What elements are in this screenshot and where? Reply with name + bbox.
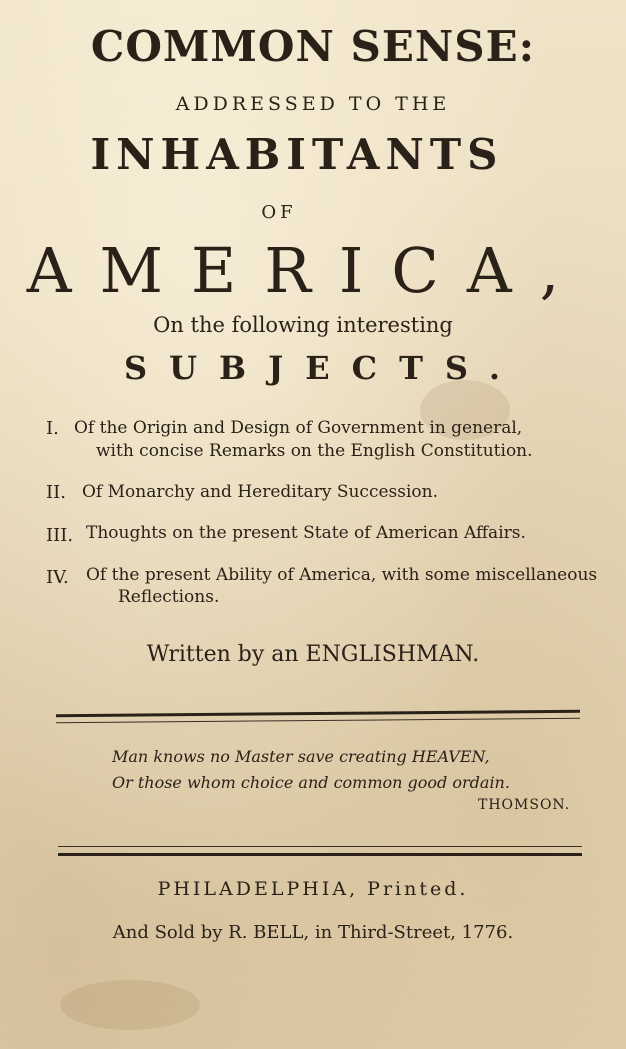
subject-line: Reflections. xyxy=(118,587,220,607)
epigraph-line: Or those whom choice and common good ordain. xyxy=(112,773,510,792)
subject-line: Of Monarchy and Hereditary Succession. xyxy=(82,482,438,502)
byline: Written by an ENGLISHMAN. xyxy=(146,642,480,667)
title-of: OF xyxy=(261,202,297,223)
subject-line: Thoughts on the present State of American Affairs. xyxy=(86,523,526,543)
divider-rule xyxy=(58,846,582,847)
subject-line: with concise Remarks on the English Constitution. xyxy=(96,441,533,461)
title-common-sense: COMMON SENSE: xyxy=(90,22,536,71)
subject-line: Of the Origin and Design of Government in general, xyxy=(74,418,523,438)
divider-rule xyxy=(56,718,580,724)
title-inhabitants: INHABITANTS xyxy=(90,130,504,179)
paper-stain xyxy=(60,980,200,1030)
subject-number: I. xyxy=(46,418,59,439)
subject-number: III. xyxy=(46,525,74,546)
subject-number: II. xyxy=(46,482,66,503)
title-addressed: ADDRESSED TO THE xyxy=(175,93,451,115)
title-subjects: SUBJECTS. xyxy=(124,349,522,387)
title-following: On the following interesting xyxy=(153,313,453,337)
imprint-sold: And Sold by R. BELL, in Third-Street, 1776. xyxy=(112,922,514,943)
title-america: AMERICA, xyxy=(26,234,588,307)
epigraph-author: THOMSON. xyxy=(478,797,571,813)
subject-line: Of the present Ability of America, with some miscellaneous xyxy=(86,565,598,585)
epigraph-line: Man knows no Master save creating HEAVEN, xyxy=(112,747,490,766)
divider-rule xyxy=(58,853,582,856)
imprint-place: PHILADELPHIA, Printed. xyxy=(157,878,469,900)
subject-number: IV. xyxy=(46,567,69,588)
divider-rule xyxy=(56,710,580,718)
